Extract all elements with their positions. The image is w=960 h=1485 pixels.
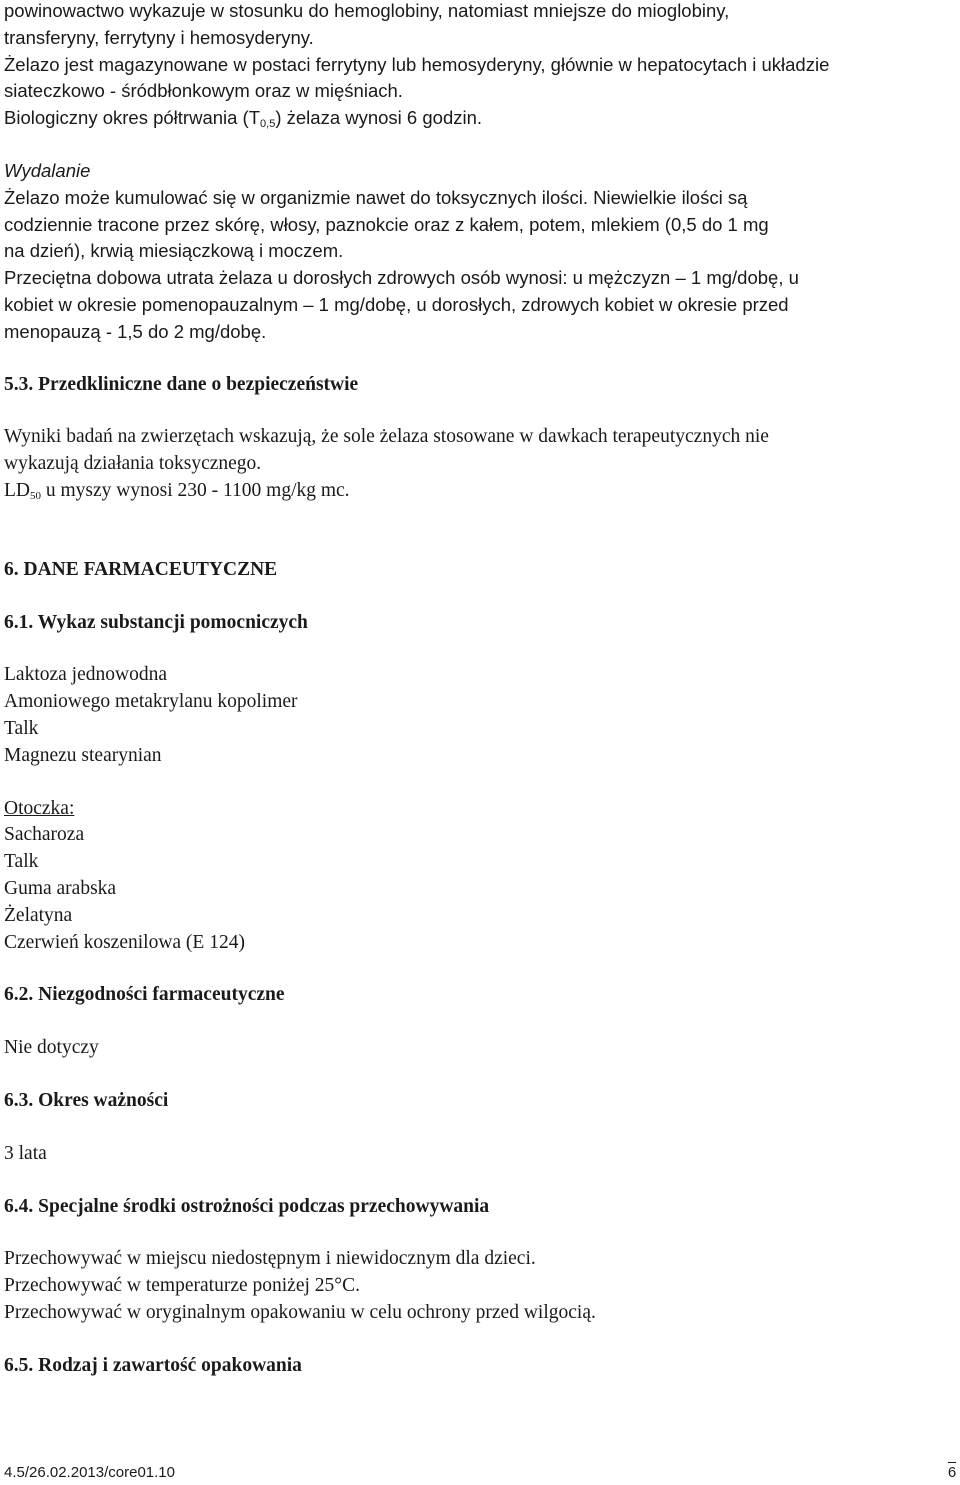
ld50-line: $LD_{50}$ u myszy wynosi 230 - 1100 mg/kg mc.	[4, 479, 350, 502]
text-line: Przeciętna dobowa utrata żelaza u dorosłych zdrowych osób wynosi: u mężczyzn – 1 mg/dobę, u	[4, 267, 799, 289]
section-heading: 6. DANE FARMACEUTYCZNE	[4, 558, 278, 580]
text-line: codziennie tracone przez skórę, włosy, paznokcie oraz z kałem, potem, mlekiem (0,5 do 1 mg	[4, 213, 769, 235]
excretion-section	[4, 158, 954, 346]
coating-label: Otoczka:	[4, 797, 75, 819]
section-heading: 6.5. Rodzaj i zawartość opakowania	[4, 1354, 302, 1376]
text-line: menopauzą - 1,5 do 2 mg/dobę.	[4, 320, 267, 342]
coating-item: Sacharoza	[4, 824, 85, 846]
text-line: Wyniki badań na zwierzętach wskazują, że sole żelaza stosowane w dawkach terapeutycznych nie	[4, 426, 769, 448]
excretion-heading: Wydalanie	[4, 159, 91, 181]
text-line: Żelazo jest magazynowane w postaci ferrytyny lub hemosyderyny, głównie w hepatocytach i układzie	[4, 53, 830, 75]
halflife-subscript: 0,5	[260, 118, 276, 131]
halflife-line: Biologiczny okres półtrwania $(T_{0,5})$ żelaza wynosi 6 godzin.	[4, 107, 483, 131]
section-6-4	[4, 1194, 954, 1327]
excipient-item: Talk	[4, 717, 39, 739]
coating-item: Talk	[4, 851, 39, 873]
text-line: kobiet w okresie pomenopauzalnym – 1 mg/dobę, u dorosłych, zdrowych kobiet w okresie przed	[4, 293, 789, 315]
section-heading: 5.3. Przedkliniczne dane o bezpieczeństwie	[4, 373, 359, 395]
document-code: 4.5/26.02.2013/core01.10	[4, 1464, 175, 1481]
document-page	[4, 0, 954, 1379]
coating-item: Guma arabska	[4, 877, 117, 899]
excipient-item: Amoniowego metakrylanu kopolimer	[4, 691, 298, 713]
page-number-block	[946, 1462, 958, 1481]
ld50-subscript: 50	[30, 489, 41, 502]
storage-line: Przechowywać w miejscu niedostępnym i niewidocznym dla dzieci.	[4, 1248, 536, 1270]
section-heading: 6.4. Specjalne środki ostrożności podczas przechowywania	[4, 1195, 490, 1217]
text-line: na dzień), krwią miesiączkową i moczem.	[4, 240, 344, 262]
section-6-3	[4, 1088, 954, 1168]
section-heading: 6.1. Wykaz substancji pomocniczych	[4, 611, 308, 633]
storage-line: Przechowywać w temperaturze poniżej 25°C.	[4, 1275, 360, 1297]
page-number-rule	[948, 1462, 956, 1463]
section-5-3	[4, 372, 954, 505]
section-text: Nie dotyczy	[4, 1037, 99, 1059]
coating-item: Żelatyna	[4, 904, 73, 926]
text-line: Żelazo może kumulować się w organizmie nawet do toksycznych ilości. Niewielkie ilości są	[4, 186, 748, 208]
coating-item: Czerwień koszenilowa (E 124)	[4, 931, 245, 953]
top-paragraph	[4, 0, 954, 132]
storage-line: Przechowywać w oryginalnym opakowaniu w celu ochrony przed wilgocią.	[4, 1301, 596, 1323]
section-6-2	[4, 982, 954, 1062]
excipient-item: Magnezu stearynian	[4, 744, 162, 766]
section-text: 3 lata	[4, 1142, 47, 1164]
excipient-item: Laktoza jednowodna	[4, 664, 167, 686]
text-line: powinowactwo wykazuje w stosunku do hemoglobiny, natomiast mniejsze do mioglobiny,	[4, 0, 730, 21]
page-number: 6	[947, 1464, 957, 1481]
section-heading: 6.3. Okres ważności	[4, 1089, 169, 1111]
section-heading: 6.2. Niezgodności farmaceutyczne	[4, 984, 285, 1006]
text-line: wykazują działania toksycznego.	[4, 453, 262, 475]
section-6-1	[4, 610, 954, 957]
text-line: siateczkowo - śródbłonkowym oraz w mięśniach.	[4, 80, 403, 102]
text-line: transferyny, ferrytyny i hemosyderyny.	[4, 26, 314, 48]
